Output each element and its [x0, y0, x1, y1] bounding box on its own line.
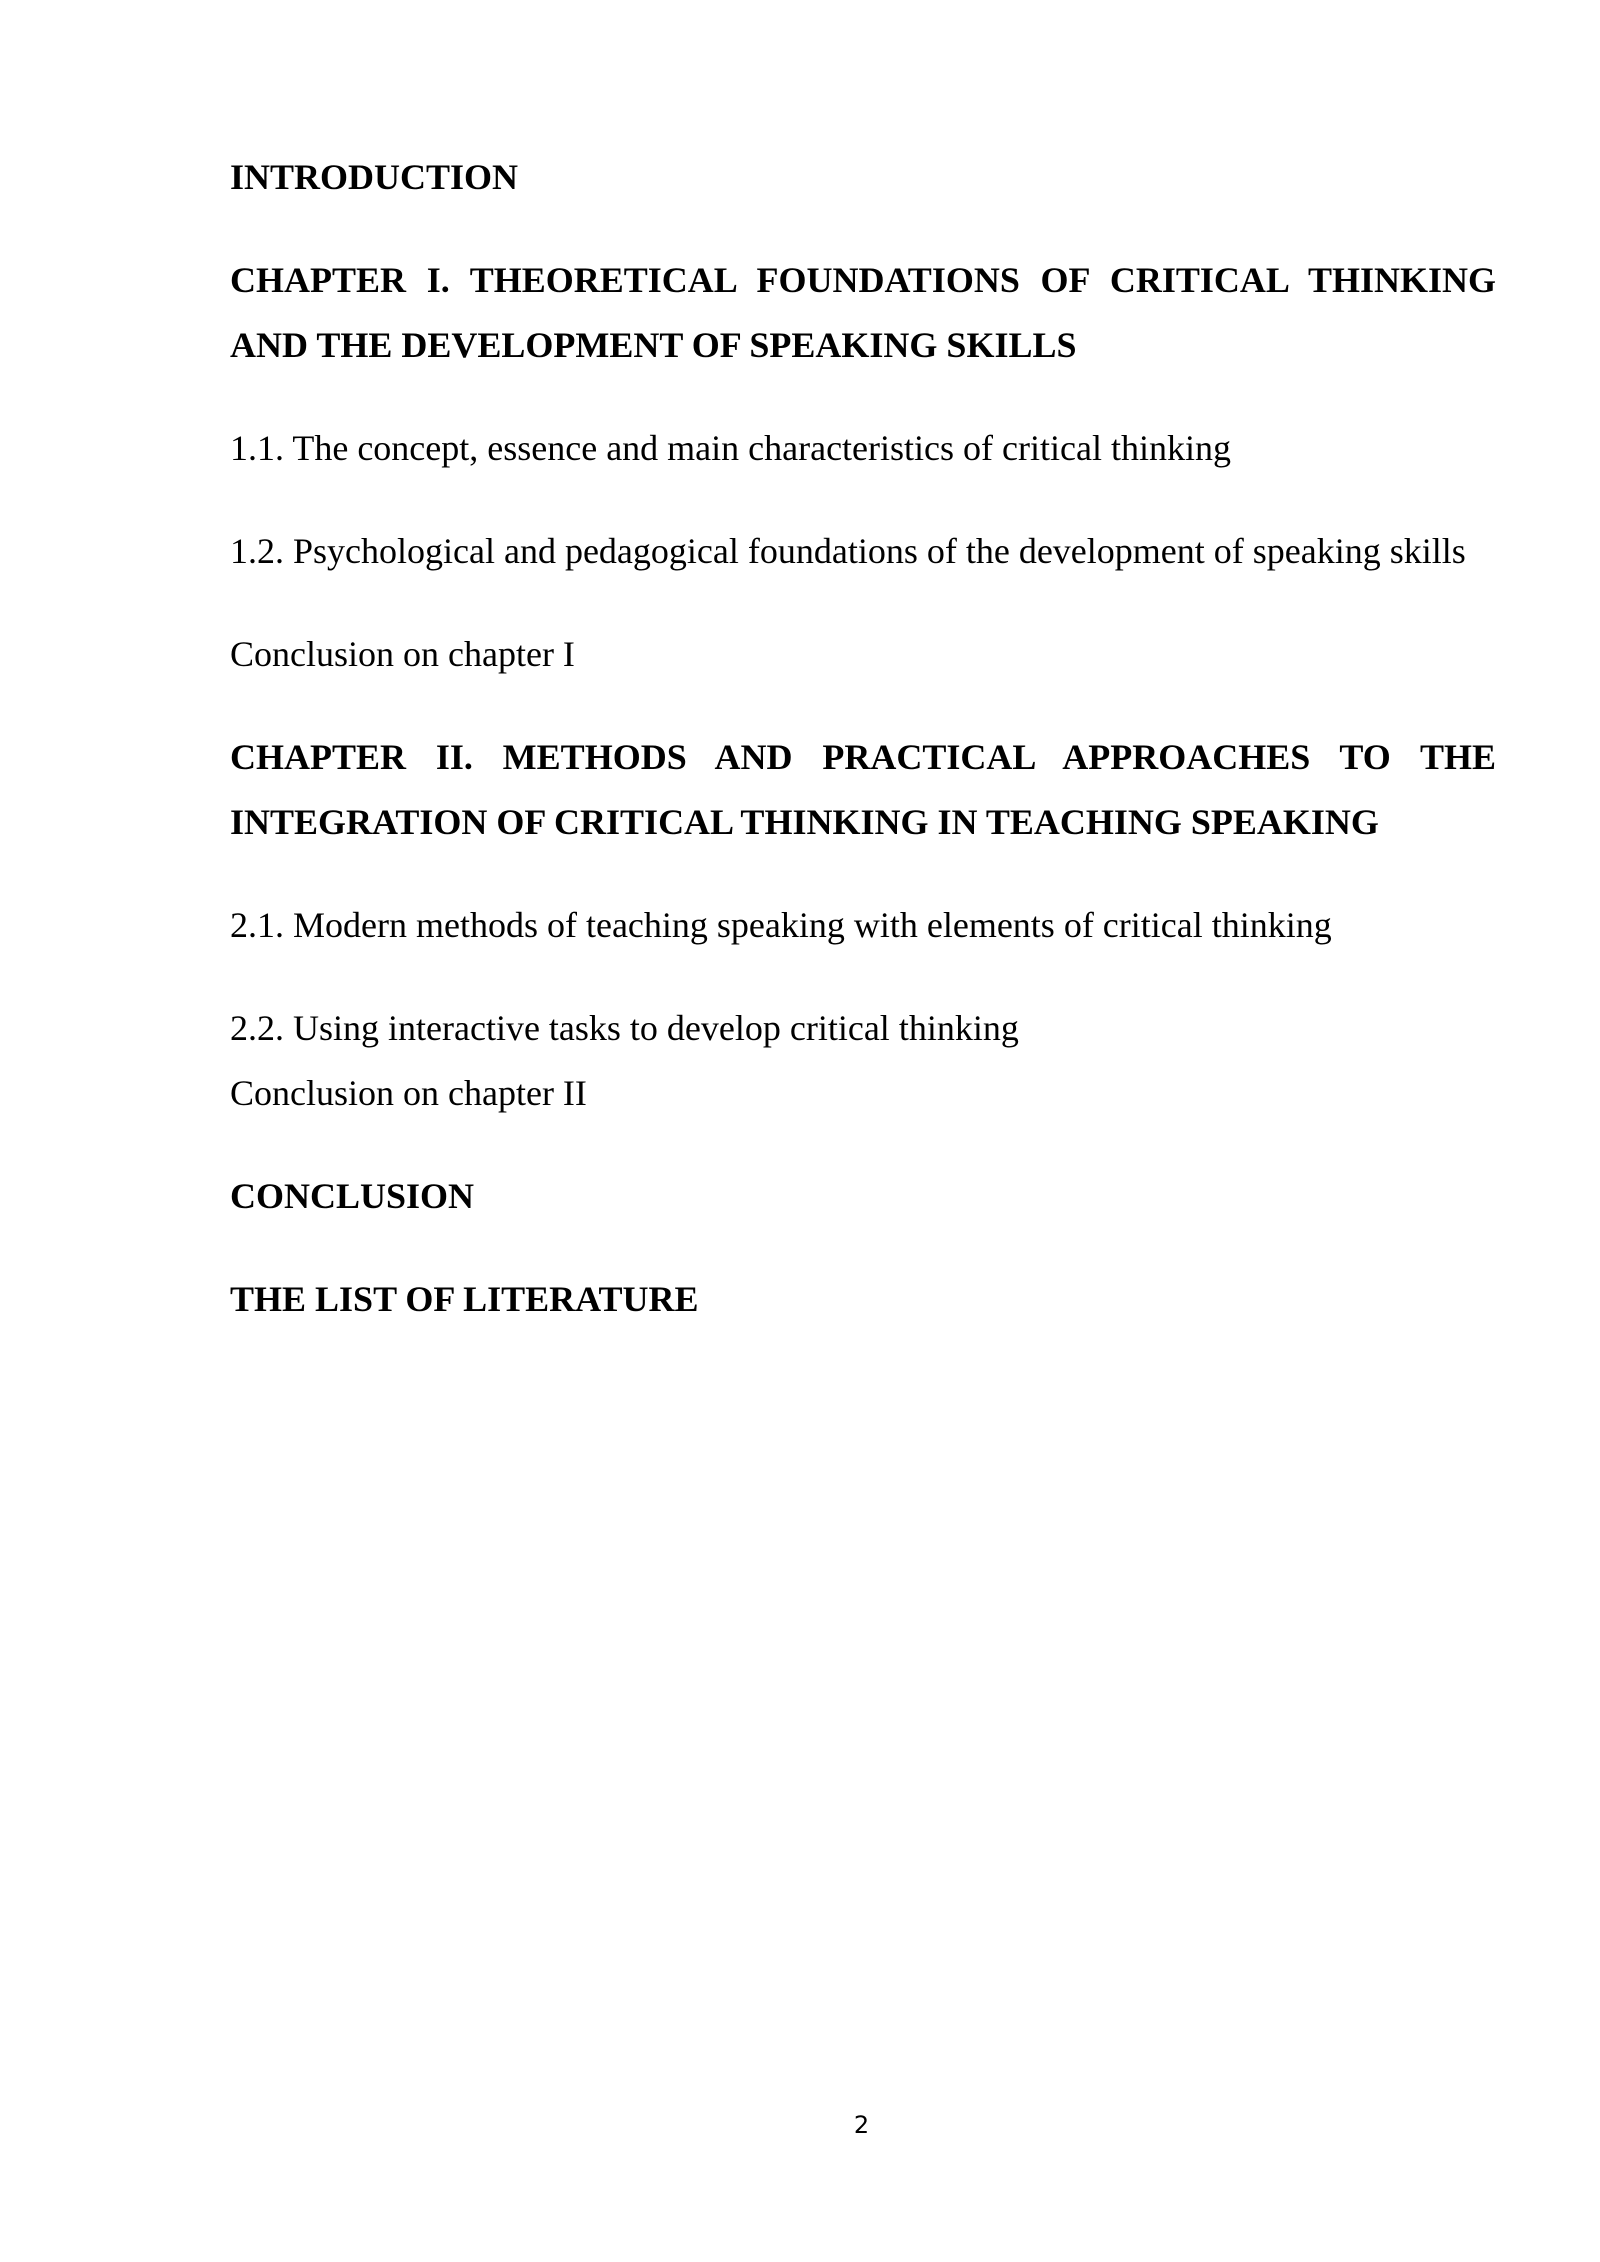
toc-introduction: INTRODUCTION	[230, 157, 519, 197]
toc-section-1-2: 1.2. Psychological and pedagogical foundations of the development of speaking skills	[230, 531, 1466, 571]
toc-section-2-2: 2.2. Using interactive tasks to develop critical thinking	[230, 1008, 1019, 1048]
table-of-contents	[230, 145, 1496, 1332]
toc-section-1-1: 1.1. The concept, essence and main characteristics of critical thinking	[230, 428, 1231, 468]
page-number: 2	[853, 2111, 870, 2139]
toc-chapter-2-title: CHAPTER II. METHODS AND PRACTICAL APPROACHES TO THE INTEGRATION OF CRITICAL THINKING IN TEACHING SPEAKING	[230, 737, 1496, 842]
toc-chapter-1-title: CHAPTER I. THEORETICAL FOUNDATIONS OF CRITICAL THINKING AND THE DEVELOPMENT OF SPEAKING SKILLS	[230, 260, 1496, 365]
toc-conclusion: CONCLUSION	[230, 1176, 475, 1216]
toc-conclusion-chapter-1: Conclusion on chapter I	[230, 634, 575, 674]
toc-literature: THE LIST OF LITERATURE	[230, 1279, 699, 1319]
toc-conclusion-chapter-2: Conclusion on chapter II	[230, 1073, 587, 1113]
toc-section-2-1: 2.1. Modern methods of teaching speaking with elements of critical thinking	[230, 905, 1332, 945]
